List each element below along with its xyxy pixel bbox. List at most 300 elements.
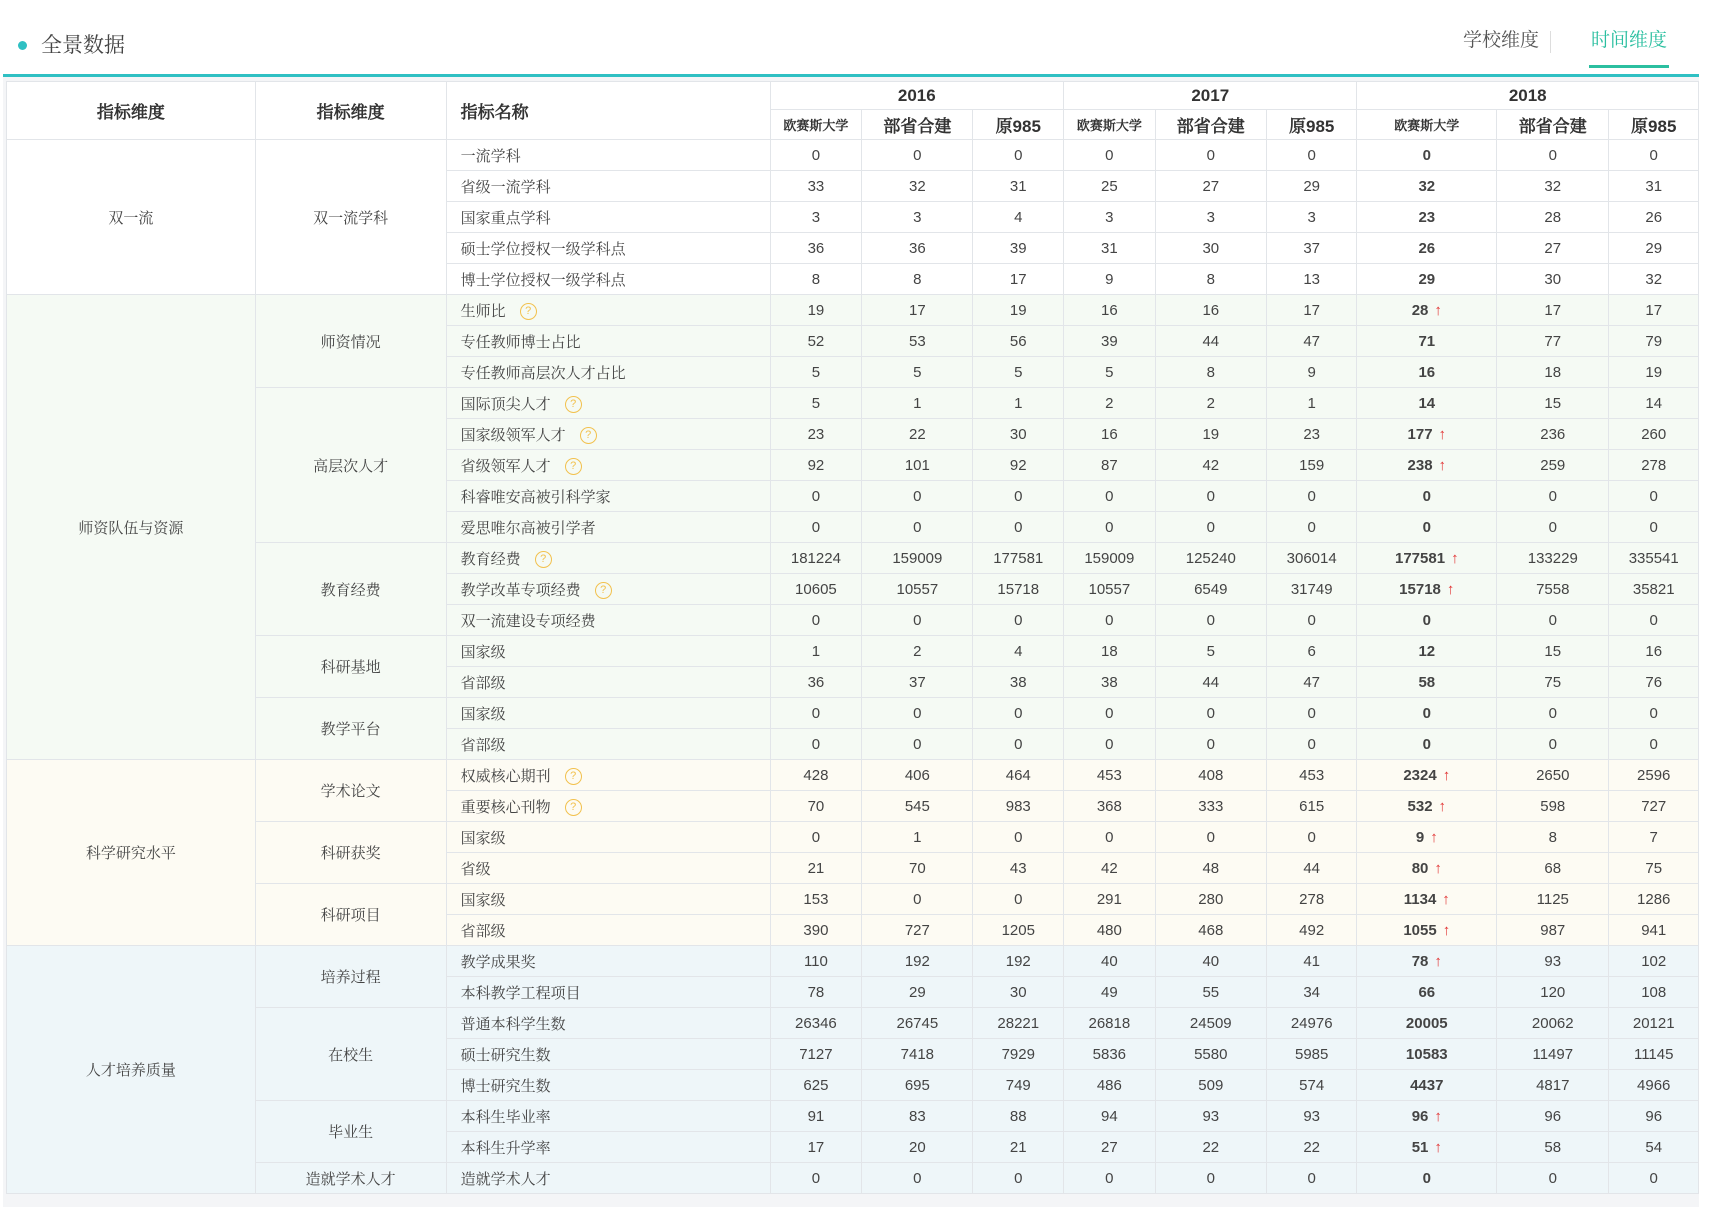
value-text: 5580 <box>1194 1045 1228 1063</box>
value-text: 0 <box>1105 704 1114 722</box>
value-cell <box>973 1008 1064 1039</box>
value-text: 545 <box>904 797 930 815</box>
value-text: 15 <box>1544 394 1562 412</box>
value-text: 0 <box>913 487 922 505</box>
value-cell <box>862 977 973 1008</box>
indicator-name-cell <box>446 264 770 295</box>
value-text: 78 <box>807 983 825 1001</box>
header-group-joint: 部省合建 <box>862 110 973 140</box>
tab-divider <box>1550 31 1551 53</box>
indicator-name-cell <box>446 481 770 512</box>
value-text: 0 <box>1422 704 1431 722</box>
value-text: 16 <box>1101 425 1118 443</box>
value-text: 6549 <box>1194 580 1228 598</box>
value-text: 0 <box>1307 518 1316 536</box>
value-cell <box>1609 1101 1699 1132</box>
value-cell <box>1497 357 1609 388</box>
value-cell <box>1497 264 1609 295</box>
value-cell <box>1155 512 1266 543</box>
indicator-name-cell <box>446 791 770 822</box>
value-cell <box>1155 605 1266 636</box>
value-text: 181224 <box>790 549 841 567</box>
value-text: 3 <box>1307 208 1316 226</box>
indicator-name: 博士研究生数 <box>460 1077 551 1095</box>
value-cell <box>1266 1101 1357 1132</box>
value-cell <box>973 636 1064 667</box>
value-text: 19 <box>807 301 825 319</box>
value-text: 30 <box>1544 270 1562 288</box>
value-text: 0 <box>811 735 821 753</box>
indicator-name-cell <box>446 760 770 791</box>
help-icon[interactable]: ? <box>565 799 582 816</box>
value-cell <box>1609 1132 1699 1163</box>
value-cell <box>1155 264 1266 295</box>
value-text: 236 <box>1540 425 1566 443</box>
value-text: 14 <box>1418 394 1436 412</box>
value-text: 0 <box>1206 518 1215 536</box>
value-text: 1055 <box>1403 921 1437 939</box>
value-cell <box>973 1070 1064 1101</box>
value-cell <box>1357 1132 1497 1163</box>
value-text: 38 <box>1009 673 1027 691</box>
value-text: 0 <box>1105 518 1114 536</box>
value-text: 7127 <box>799 1045 833 1063</box>
value-cell <box>1155 574 1266 605</box>
table-row <box>7 1163 1699 1194</box>
value-cell <box>973 419 1064 450</box>
header-year-2017: 2017 <box>1064 82 1357 110</box>
value-cell <box>770 574 862 605</box>
value-cell <box>1609 791 1699 822</box>
value-text: 0 <box>1014 735 1023 753</box>
value-text: 66 <box>1418 983 1436 1001</box>
indicator-name: 国际顶尖人才 <box>460 395 551 413</box>
value-cell <box>862 171 973 202</box>
value-cell <box>1155 915 1266 946</box>
value-cell <box>1064 357 1156 388</box>
value-text: 4966 <box>1637 1076 1671 1094</box>
value-text: 15718 <box>1399 580 1441 598</box>
value-text: 87 <box>1101 456 1118 474</box>
value-text: 9 <box>1307 363 1316 381</box>
value-text: 37 <box>1303 239 1321 257</box>
value-text: 0 <box>1206 1169 1215 1187</box>
indicator-name: 爱思唯尔高被引学者 <box>460 519 596 537</box>
up-arrow-icon: ↑ <box>1434 952 1442 970</box>
value-text: 0 <box>1548 735 1557 753</box>
value-cell <box>973 326 1064 357</box>
indicator-name-cell <box>446 853 770 884</box>
value-cell <box>862 1132 973 1163</box>
value-cell <box>1497 140 1609 171</box>
value-cell <box>1497 853 1609 884</box>
value-cell <box>1357 202 1497 233</box>
value-cell <box>1497 977 1609 1008</box>
value-text: 29 <box>1645 239 1663 257</box>
subcategory-cell: 培养过程 <box>255 946 446 1008</box>
value-cell <box>1609 388 1699 419</box>
value-text: 4 <box>1014 208 1023 226</box>
value-text: 0 <box>913 704 922 722</box>
indicator-name-cell <box>446 822 770 853</box>
tab-school-dimension[interactable]: 学校维度 <box>1462 30 1539 51</box>
value-cell <box>770 419 862 450</box>
value-text: 31 <box>1101 239 1118 257</box>
value-text: 7418 <box>900 1045 935 1063</box>
value-text: 428 <box>803 766 829 784</box>
header-indicator-name: 指标名称 <box>446 82 770 140</box>
value-text: 695 <box>904 1076 930 1094</box>
value-cell <box>1266 512 1357 543</box>
value-cell <box>1609 202 1699 233</box>
indicator-name-cell <box>446 946 770 977</box>
value-text: 987 <box>1540 921 1566 939</box>
value-cell <box>1155 822 1266 853</box>
value-text: 749 <box>1005 1076 1031 1094</box>
value-cell <box>1357 729 1497 760</box>
value-cell <box>862 388 973 419</box>
value-cell <box>1357 791 1497 822</box>
value-text: 96 <box>1411 1107 1429 1125</box>
value-cell <box>1064 636 1156 667</box>
value-cell <box>1357 233 1497 264</box>
value-text: 1205 <box>1001 921 1035 939</box>
value-text: 177 <box>1407 425 1433 443</box>
value-cell <box>1155 388 1266 419</box>
help-icon[interactable]: ? <box>565 768 582 785</box>
value-text: 23 <box>1303 425 1321 443</box>
value-text: 68 <box>1544 859 1562 877</box>
value-cell <box>1064 1039 1156 1070</box>
indicator-name: 教学成果奖 <box>460 953 536 971</box>
indicator-name-cell <box>446 977 770 1008</box>
value-cell <box>1155 667 1266 698</box>
value-cell <box>770 884 862 915</box>
value-text: 306014 <box>1286 549 1337 567</box>
value-cell <box>1609 915 1699 946</box>
value-text: 21 <box>1009 1138 1027 1156</box>
indicator-name-cell <box>446 698 770 729</box>
help-icon[interactable]: ? <box>565 458 582 475</box>
value-text: 8 <box>1206 270 1215 288</box>
value-cell <box>1266 140 1357 171</box>
value-cell <box>1497 171 1609 202</box>
value-text: 2324 <box>1403 766 1437 784</box>
help-icon[interactable]: ? <box>595 582 612 599</box>
value-text: 0 <box>1206 487 1215 505</box>
value-cell <box>1064 1132 1156 1163</box>
category-cell: 双一流 <box>7 140 256 295</box>
category-cell: 人才培养质量 <box>7 946 256 1194</box>
value-text: 0 <box>1548 146 1557 164</box>
value-cell <box>770 946 862 977</box>
value-cell <box>1266 698 1357 729</box>
value-text: 22 <box>1202 1138 1220 1156</box>
indicator-name-cell <box>446 1132 770 1163</box>
value-cell <box>1497 543 1609 574</box>
value-cell <box>862 295 973 326</box>
indicator-name-cell <box>446 667 770 698</box>
indicator-name: 硕士研究生数 <box>460 1046 551 1064</box>
value-text: 35821 <box>1632 580 1675 598</box>
subcategory-cell: 学术论文 <box>255 760 446 822</box>
value-text: 9 <box>1415 828 1425 846</box>
value-cell <box>1064 946 1156 977</box>
value-cell <box>1357 1008 1497 1039</box>
value-cell <box>1266 884 1357 915</box>
value-cell <box>973 884 1064 915</box>
value-cell <box>862 450 973 481</box>
indicator-name: 本科生毕业率 <box>460 1108 551 1126</box>
value-text: 2 <box>1206 394 1215 412</box>
indicator-name: 造就学术人才 <box>460 1170 551 1188</box>
value-cell <box>1357 419 1497 450</box>
value-text: 27 <box>1544 239 1562 257</box>
value-cell <box>1497 326 1609 357</box>
value-cell <box>1609 450 1699 481</box>
value-cell <box>973 698 1064 729</box>
indicator-name: 重要核心刊物 <box>460 798 551 816</box>
value-text: 20121 <box>1632 1014 1675 1032</box>
value-text: 26 <box>1645 208 1663 226</box>
value-text: 10583 <box>1405 1045 1448 1063</box>
value-cell <box>1155 1132 1266 1163</box>
value-text: 0 <box>1548 1169 1557 1187</box>
value-text: 0 <box>1307 146 1316 164</box>
value-text: 7 <box>1649 828 1658 846</box>
value-text: 31 <box>1645 177 1663 195</box>
value-text: 96 <box>1645 1107 1663 1125</box>
value-cell <box>770 450 862 481</box>
value-text: 44 <box>1303 859 1321 877</box>
value-text: 16 <box>1418 363 1436 381</box>
help-icon[interactable]: ? <box>535 551 552 568</box>
value-cell <box>770 1070 862 1101</box>
value-text: 0 <box>1105 611 1114 629</box>
value-text: 0 <box>913 611 922 629</box>
value-text: 159009 <box>1084 549 1135 567</box>
value-cell <box>1497 946 1609 977</box>
value-cell <box>1609 729 1699 760</box>
value-cell <box>1266 605 1357 636</box>
value-text: 0 <box>1206 828 1215 846</box>
value-text: 47 <box>1303 332 1321 350</box>
value-cell <box>1266 946 1357 977</box>
header-group-school: 欧赛斯大学 <box>770 110 862 140</box>
table-row <box>7 636 1699 667</box>
indicator-name-cell <box>446 388 770 419</box>
value-cell <box>862 729 973 760</box>
value-text: 0 <box>1649 487 1658 505</box>
value-cell <box>1064 512 1156 543</box>
value-text: 53 <box>909 332 926 350</box>
value-text: 159 <box>1299 456 1325 474</box>
value-text: 0 <box>1649 611 1658 629</box>
value-cell <box>1064 481 1156 512</box>
value-text: 0 <box>913 735 922 753</box>
value-cell <box>770 326 862 357</box>
value-cell <box>862 543 973 574</box>
value-text: 1125 <box>1536 890 1569 908</box>
value-cell <box>1357 512 1497 543</box>
up-arrow-icon: ↑ <box>1438 797 1447 815</box>
value-cell <box>1357 140 1497 171</box>
value-cell <box>1064 760 1156 791</box>
value-cell <box>973 171 1064 202</box>
value-cell <box>1155 326 1266 357</box>
value-cell <box>1266 202 1357 233</box>
value-text: 0 <box>1548 704 1557 722</box>
indicator-name-cell <box>446 636 770 667</box>
value-cell <box>1357 667 1497 698</box>
value-cell <box>1266 729 1357 760</box>
value-cell <box>1155 946 1266 977</box>
value-text: 93 <box>1202 1107 1220 1125</box>
indicator-name: 省级一流学科 <box>460 178 551 196</box>
value-cell <box>862 357 973 388</box>
indicator-name-cell <box>446 605 770 636</box>
value-cell <box>862 915 973 946</box>
value-text: 1 <box>913 394 922 412</box>
value-cell <box>1497 295 1609 326</box>
indicator-name-cell <box>446 326 770 357</box>
value-text: 25 <box>1101 177 1118 195</box>
value-text: 108 <box>1641 983 1667 1001</box>
value-cell <box>1266 574 1357 605</box>
value-cell <box>1064 233 1156 264</box>
value-cell <box>1155 1163 1266 1194</box>
value-cell <box>1609 853 1699 884</box>
value-text: 0 <box>1548 611 1557 629</box>
value-cell <box>862 884 973 915</box>
value-text: 390 <box>803 921 829 939</box>
value-cell <box>1064 171 1156 202</box>
value-text: 153 <box>803 890 829 908</box>
value-cell <box>1609 295 1699 326</box>
help-icon[interactable]: ? <box>520 303 537 320</box>
value-text: 91 <box>807 1107 825 1125</box>
value-cell <box>973 233 1064 264</box>
value-cell <box>770 171 862 202</box>
value-text: 4817 <box>1536 1076 1570 1094</box>
value-text: 3 <box>1206 208 1215 226</box>
table-row <box>7 388 1699 419</box>
value-text: 532 <box>1407 797 1433 815</box>
value-cell <box>1266 1070 1357 1101</box>
value-text: 0 <box>1105 146 1114 164</box>
value-text: 5 <box>811 394 821 412</box>
value-cell <box>1497 1163 1609 1194</box>
value-cell <box>1266 481 1357 512</box>
up-arrow-icon: ↑ <box>1438 425 1447 443</box>
tab-time-dimension[interactable]: 时间维度 <box>1589 27 1669 68</box>
value-cell <box>862 419 973 450</box>
value-text: 727 <box>1641 797 1667 815</box>
value-text: 28 <box>1544 208 1562 226</box>
value-cell <box>1357 605 1497 636</box>
value-cell <box>862 233 973 264</box>
up-arrow-icon: ↑ <box>1438 456 1447 474</box>
value-text: 260 <box>1641 425 1667 443</box>
help-icon[interactable]: ? <box>580 427 597 444</box>
value-cell <box>1609 1039 1699 1070</box>
value-cell <box>1155 1008 1266 1039</box>
value-text: 0 <box>811 704 821 722</box>
value-text: 17 <box>1544 301 1562 319</box>
value-cell <box>770 295 862 326</box>
value-cell <box>973 1163 1064 1194</box>
value-cell <box>1064 1163 1156 1194</box>
value-text: 2 <box>913 642 922 660</box>
value-text: 0 <box>1422 487 1431 505</box>
value-text: 43 <box>1009 859 1027 877</box>
value-text: 27 <box>1202 177 1220 195</box>
value-cell <box>770 481 862 512</box>
value-cell <box>1064 388 1156 419</box>
help-icon[interactable]: ? <box>565 396 582 413</box>
value-cell <box>1064 543 1156 574</box>
value-text: 34 <box>1303 983 1321 1001</box>
value-text: 23 <box>1418 208 1436 226</box>
value-text: 453 <box>1299 766 1325 784</box>
value-cell <box>1497 760 1609 791</box>
value-cell <box>1609 233 1699 264</box>
value-cell <box>1497 822 1609 853</box>
indicator-name: 普通本科学生数 <box>460 1015 566 1033</box>
indicator-name: 国家级 <box>460 891 506 909</box>
up-arrow-icon: ↑ <box>1442 890 1450 908</box>
value-cell <box>1609 171 1699 202</box>
value-text: 509 <box>1198 1076 1224 1094</box>
value-cell <box>1609 574 1699 605</box>
indicator-name-cell <box>446 729 770 760</box>
value-cell <box>1155 791 1266 822</box>
indicator-name-cell <box>446 543 770 574</box>
value-text: 7929 <box>1001 1045 1035 1063</box>
value-text: 31749 <box>1290 580 1333 598</box>
value-text: 54 <box>1645 1138 1663 1156</box>
value-cell <box>1155 233 1266 264</box>
value-text: 20005 <box>1405 1014 1448 1032</box>
value-text: 30 <box>1009 983 1027 1001</box>
value-cell <box>1357 946 1497 977</box>
value-cell <box>862 1101 973 1132</box>
value-text: 29 <box>909 983 926 1001</box>
value-text: 26 <box>1418 239 1436 257</box>
value-cell <box>973 853 1064 884</box>
value-cell <box>1497 233 1609 264</box>
value-cell <box>1155 977 1266 1008</box>
value-cell <box>1064 264 1156 295</box>
subcategory-cell: 毕业生 <box>255 1101 446 1163</box>
value-text: 0 <box>1307 611 1316 629</box>
value-cell <box>1155 884 1266 915</box>
value-cell <box>1609 326 1699 357</box>
value-text: 58 <box>1418 673 1436 691</box>
indicator-name: 博士学位授权一级学科点 <box>460 271 626 289</box>
value-text: 11145 <box>1633 1045 1674 1063</box>
value-cell <box>973 1101 1064 1132</box>
value-text: 159009 <box>892 549 943 567</box>
up-arrow-icon: ↑ <box>1434 1107 1442 1125</box>
up-arrow-icon: ↑ <box>1442 921 1451 939</box>
value-cell <box>1357 636 1497 667</box>
value-cell <box>1357 264 1497 295</box>
value-cell <box>973 946 1064 977</box>
value-text: 17 <box>1009 270 1027 288</box>
value-text: 38 <box>1101 673 1118 691</box>
value-cell <box>1266 326 1357 357</box>
